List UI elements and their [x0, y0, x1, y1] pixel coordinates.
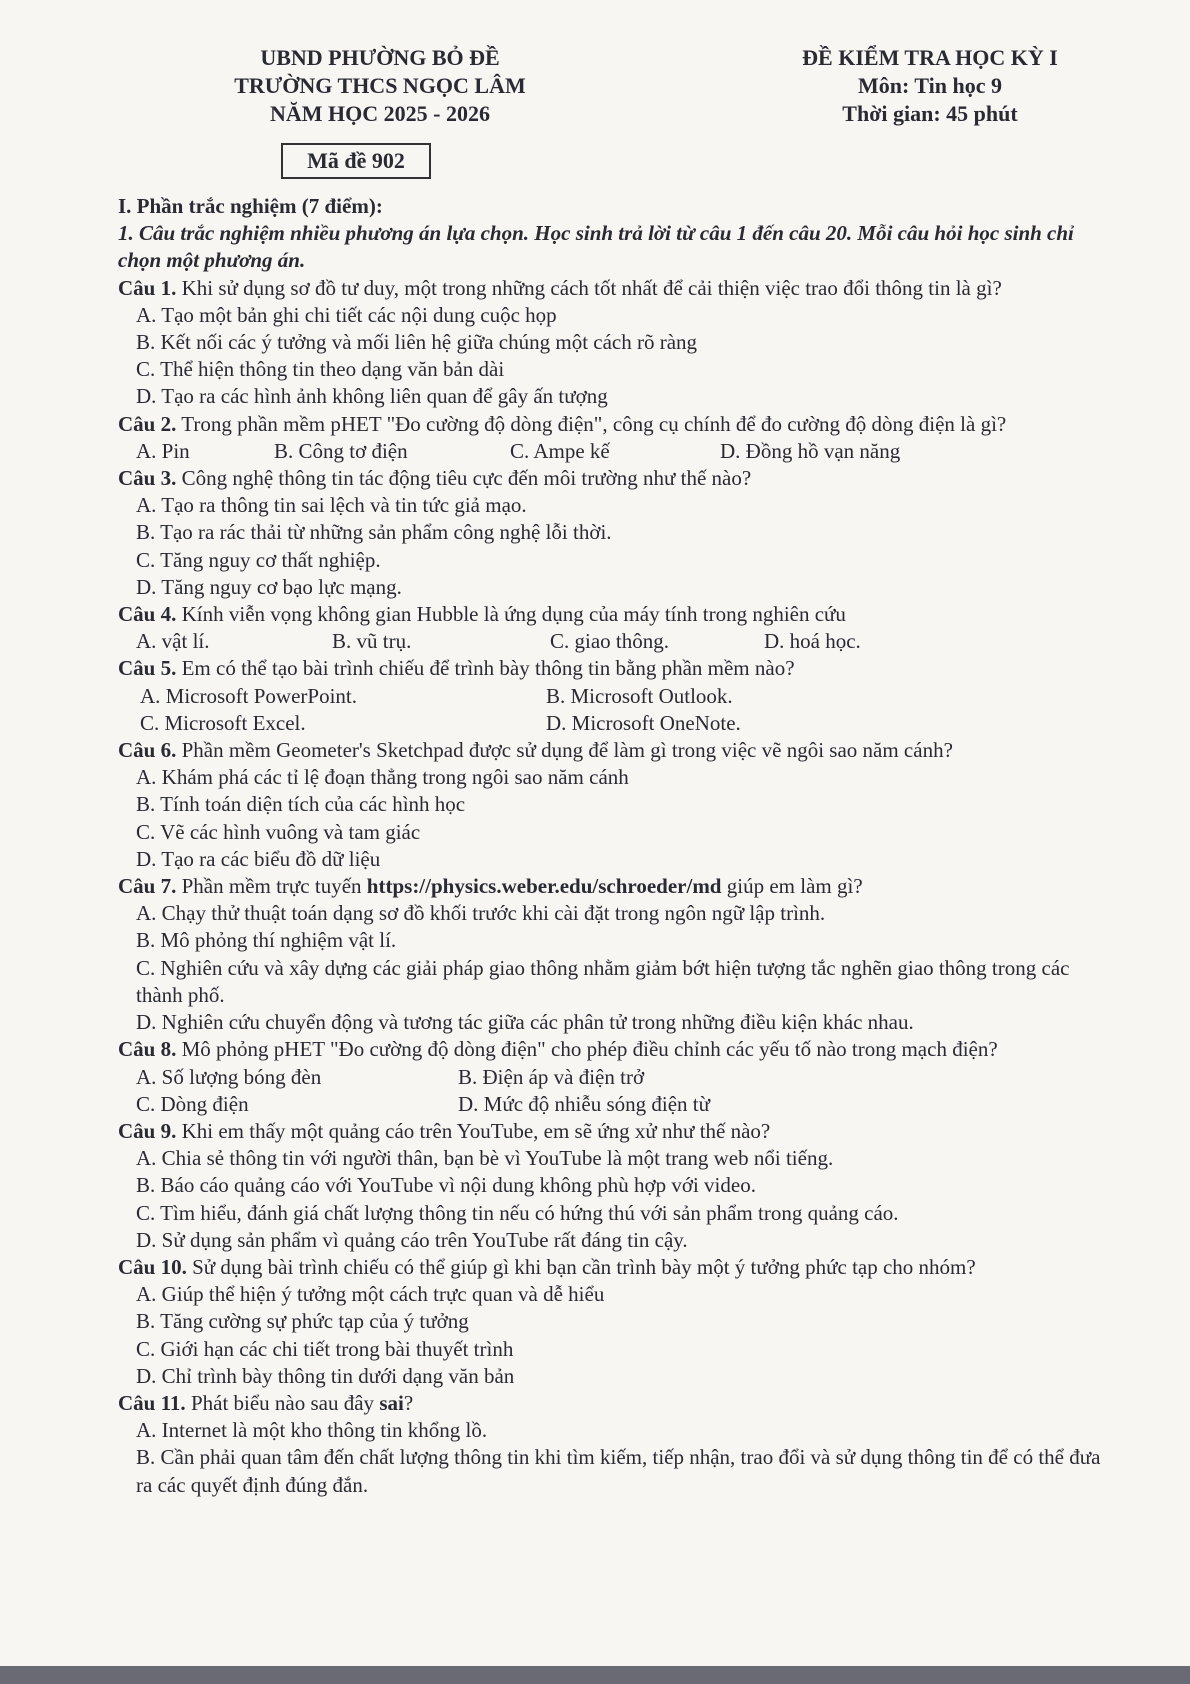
- school-header: [160, 44, 600, 128]
- district-name: UBND PHƯỜNG BỎ ĐỀ: [260, 45, 500, 70]
- question-text: Sử dụng bài trình chiếu có thể giúp gì khi bạn cần trình bày một ý tưởng phức tạp cho nhóm?: [186, 1254, 976, 1279]
- emphasis-word: sai: [379, 1390, 404, 1415]
- question-5: [118, 655, 1118, 682]
- option: A. Giúp thể hiện ý tưởng một cách trực quan và dễ hiểu: [136, 1282, 605, 1307]
- question-text: Trong phần mềm pHET "Đo cường độ dòng điện", công cụ chính để đo cường độ dòng điện là gì?: [176, 411, 1007, 436]
- question-11: [118, 1390, 1118, 1417]
- question-9: [118, 1118, 1118, 1145]
- question-2: [118, 411, 1118, 438]
- option: C. Tăng nguy cơ thất nghiệp.: [136, 547, 381, 572]
- question-label: Câu 6.: [118, 738, 177, 763]
- option: B. Báo cáo quảng cáo với YouTube vì nội dung không phù hợp với video.: [136, 1173, 756, 1198]
- question-label: Câu 7.: [118, 874, 177, 899]
- options-row: [118, 1091, 1118, 1118]
- question-1: [118, 275, 1118, 302]
- option: A. Số lượng bóng đèn: [136, 1064, 322, 1089]
- option: A. Tạo một bản ghi chi tiết các nội dung cuộc họp: [136, 302, 557, 327]
- exam-title: ĐỀ KIỂM TRA HỌC KỲ I: [802, 45, 1058, 70]
- option: B. Công tơ điện: [274, 438, 408, 463]
- option: D. Tăng nguy cơ bạo lực mạng.: [136, 574, 402, 599]
- option: B. Kết nối các ý tưởng và mối liên hệ giữa chúng một cách rõ ràng: [136, 330, 698, 355]
- question-7: [118, 873, 1118, 900]
- option: B. Cần phải quan tâm đến chất lượng thông tin khi tìm kiếm, tiếp nhận, trao đổi và sử dụng thông tin để có thể đưa ra các quyết định đúng đắn.: [136, 1445, 1101, 1497]
- question-text: Em có thể tạo bài trình chiếu để trình bày thông tin bằng phần mềm nào?: [176, 656, 795, 681]
- question-label: Câu 2.: [118, 411, 177, 436]
- school-year: NĂM HỌC 2025 - 2026: [270, 101, 490, 126]
- option: B. Mô phỏng thí nghiệm vật lí.: [136, 928, 397, 953]
- options-row: [118, 1064, 1118, 1091]
- option: C. Vẽ các hình vuông và tam giác: [136, 819, 421, 844]
- scan-edge: [0, 1666, 1190, 1684]
- option: A. Chạy thử thuật toán dạng sơ đồ khối trước khi cài đặt trong ngôn ngữ lập trình.: [136, 901, 826, 926]
- option: B. Điện áp và điện trở: [458, 1064, 645, 1089]
- option: D. Mức độ nhiễu sóng điện từ: [458, 1091, 710, 1116]
- question-text: Phần mềm Geometer's Sketchpad được sử dụng để làm gì trong việc vẽ ngôi sao năm cánh?: [176, 738, 953, 763]
- question-label: Câu 11.: [118, 1390, 186, 1415]
- option: D. Đồng hồ vạn năng: [720, 438, 901, 463]
- option: C. Thể hiện thông tin theo dạng văn bản dài: [136, 357, 505, 382]
- section-title: I. Phần trắc nghiệm (7 điểm):: [118, 194, 383, 218]
- question-10: [118, 1254, 1118, 1281]
- option: B. Tính toán diện tích của các hình học: [136, 792, 466, 817]
- option: A. Tạo ra thông tin sai lệch và tin tức giả mạo.: [136, 493, 527, 518]
- option: C. Ampe kế: [510, 438, 610, 463]
- question-text: Kính viễn vọng không gian Hubble là ứng dụng của máy tính trong nghiên cứu: [176, 602, 846, 627]
- question-text: Khi em thấy một quảng cáo trên YouTube, em sẽ ứng xử như thế nào?: [176, 1118, 771, 1143]
- options-row: [118, 628, 1118, 655]
- exam-header: [730, 44, 1130, 128]
- option: C. Giới hạn các chi tiết trong bài thuyết trình: [136, 1336, 514, 1361]
- question-text: Công nghệ thông tin tác động tiêu cực đến môi trường như thế nào?: [176, 466, 752, 491]
- question-label: Câu 10.: [118, 1254, 187, 1279]
- question-label: Câu 3.: [118, 466, 177, 491]
- option: A. Chia sẻ thông tin với người thân, bạn bè vì YouTube là một trang web nổi tiếng.: [136, 1146, 834, 1171]
- question-label: Câu 9.: [118, 1118, 177, 1143]
- question-text: Khi sử dụng sơ đồ tư duy, một trong những cách tốt nhất để cải thiện việc trao đổi thông tin là gì?: [176, 275, 1002, 300]
- options-row: [118, 438, 1118, 465]
- option: C. Tìm hiểu, đánh giá chất lượng thông tin nếu có hứng thú với sản phẩm trong quảng cáo.: [136, 1200, 899, 1225]
- question-label: Câu 5.: [118, 656, 177, 681]
- options-row: [118, 710, 1118, 737]
- option: C. Dòng điện: [136, 1091, 249, 1116]
- option: D. Tạo ra các biểu đồ dữ liệu: [136, 846, 381, 871]
- question-8: [118, 1036, 1118, 1063]
- question-3: [118, 465, 1118, 492]
- school-name: TRƯỜNG THCS NGỌC LÂM: [234, 73, 526, 98]
- option: A. Pin: [136, 438, 190, 463]
- option: A. Khám phá các tỉ lệ đoạn thẳng trong ngôi sao năm cánh: [136, 765, 629, 790]
- option: B. Microsoft Outlook.: [546, 683, 733, 708]
- options-row: [118, 683, 1118, 710]
- question-text: Phần mềm trực tuyến: [176, 874, 367, 899]
- question-label: Câu 1.: [118, 275, 177, 300]
- option: C. Microsoft Excel.: [140, 710, 306, 735]
- exam-content: [118, 193, 1118, 1499]
- exam-duration: Thời gian: 45 phút: [842, 101, 1018, 126]
- question-text: Mô phỏng pHET "Đo cường độ dòng điện" cho phép điều chỉnh các yếu tố nào trong mạch điện?: [176, 1037, 998, 1062]
- option: D. hoá học.: [764, 629, 861, 654]
- option: B. Tăng cường sự phức tạp của ý tưởng: [136, 1309, 469, 1334]
- option: D. Chỉ trình bày thông tin dưới dạng văn bản: [136, 1363, 515, 1388]
- option: C. Nghiên cứu và xây dựng các giải pháp giao thông nhằm giảm bớt hiện tượng tắc nghẽn giao thông trong các thành phố.: [136, 955, 1070, 1007]
- option: A. Internet là một kho thông tin khổng lồ.: [136, 1418, 488, 1443]
- exam-subject: Môn: Tin học 9: [857, 73, 1003, 98]
- question-text-end: giúp em làm gì?: [721, 874, 863, 899]
- question-label: Câu 8.: [118, 1037, 177, 1062]
- instruction: 1. Câu trắc nghiệm nhiều phương án lựa chọn. Học sinh trả lời từ câu 1 đến câu 20. Mỗi câu hỏi học sinh chỉ chọn một phương án.: [118, 221, 1074, 273]
- question-text-end: ?: [403, 1390, 414, 1415]
- question-4: [118, 601, 1118, 628]
- option: C. giao thông.: [550, 629, 669, 654]
- option: D. Nghiên cứu chuyển động và tương tác giữa các phân tử trong những điều kiện khác nhau.: [136, 1010, 914, 1035]
- option: D. Microsoft OneNote.: [546, 710, 741, 735]
- question-label: Câu 4.: [118, 602, 177, 627]
- option: B. vũ trụ.: [332, 629, 412, 654]
- question-6: [118, 737, 1118, 764]
- url-link: https://physics.weber.edu/schroeder/md: [366, 874, 722, 899]
- exam-code-box: Mã đề 902: [281, 143, 431, 179]
- option: D. Tạo ra các hình ảnh không liên quan để gây ấn tượng: [136, 384, 608, 409]
- option: A. Microsoft PowerPoint.: [140, 683, 357, 708]
- question-text: Phát biểu nào sau đây: [185, 1390, 380, 1415]
- option: B. Tạo ra rác thải từ những sản phẩm công nghệ lỗi thời.: [136, 520, 612, 545]
- option: D. Sử dụng sản phẩm vì quảng cáo trên YouTube rất đáng tin cậy.: [136, 1227, 688, 1252]
- option: A. vật lí.: [136, 629, 210, 654]
